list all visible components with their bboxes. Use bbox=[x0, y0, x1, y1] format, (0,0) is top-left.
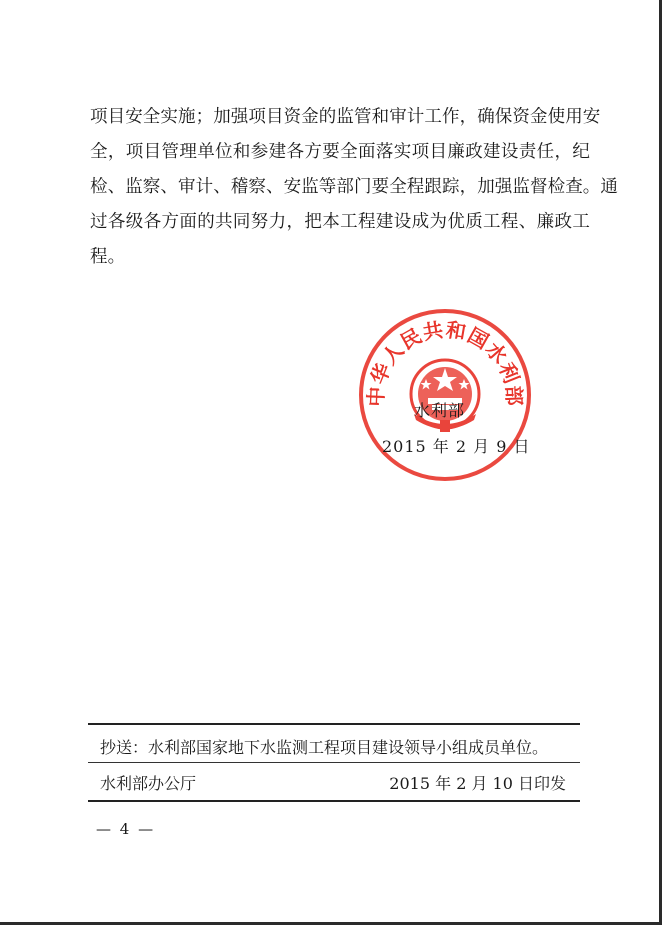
issue-date: 2015 年 2 月 10 日印发 bbox=[389, 774, 566, 793]
body-paragraph bbox=[90, 100, 618, 275]
cc-recipients: 抄送：水利部国家地下水监测工程项目建设领导小组成员单位。 bbox=[100, 738, 549, 757]
body-line: 程。 bbox=[90, 247, 126, 267]
signature-org: 水利部 bbox=[414, 401, 466, 420]
official-seal bbox=[356, 306, 534, 484]
divider-top bbox=[88, 723, 580, 725]
page-number: — 4 — bbox=[96, 820, 156, 838]
seal-text-arc: 中华人民共和国水利部 bbox=[363, 317, 527, 408]
body-line: 全，项目管理单位和参建各方要全面落实项目廉政建设责任，纪 bbox=[90, 142, 590, 162]
body-line: 检、监察、审计、稽察、安监等部门要全程跟踪，加强监督检查。通 bbox=[90, 177, 618, 197]
signature-date: 2015 年 2 月 9 日 bbox=[382, 437, 531, 456]
divider-middle bbox=[88, 762, 580, 763]
body-line: 过各级各方面的共同努力，把本工程建设成为优质工程、廉政工 bbox=[90, 212, 590, 232]
divider-bottom bbox=[88, 800, 580, 802]
national-emblem-icon bbox=[411, 360, 479, 432]
body-line: 项目安全实施；加强项目资金的监管和审计工作，确保资金使用安 bbox=[90, 107, 601, 127]
issuing-office: 水利部办公厅 bbox=[100, 774, 197, 793]
